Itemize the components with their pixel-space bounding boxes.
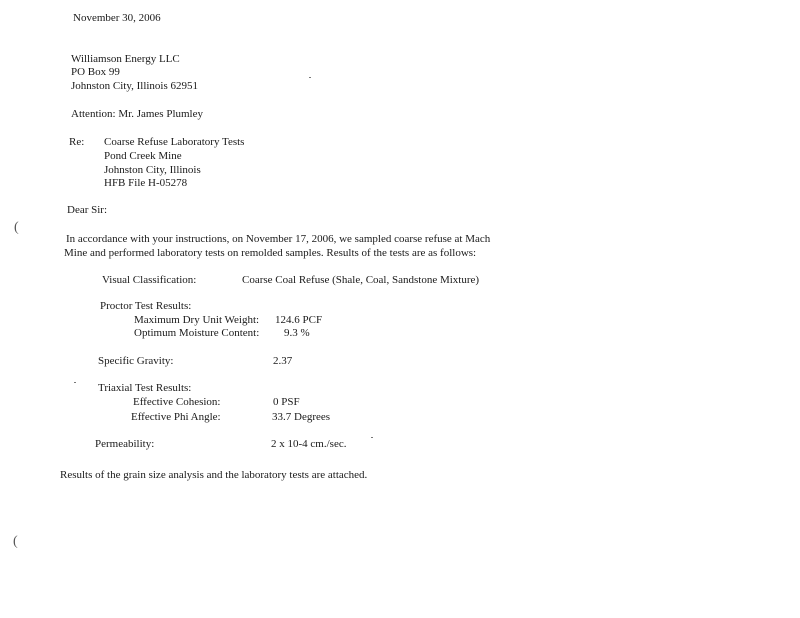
hole-punch-mark: ( bbox=[14, 220, 19, 235]
intro-line: In accordance with your instructions, on November 17, 2006, we sampled coarse refuse at Mach bbox=[66, 233, 491, 245]
salutation: Dear Sir: bbox=[67, 204, 108, 216]
permeability-label: Permeability: bbox=[95, 438, 155, 450]
hole-punch-mark: ( bbox=[13, 534, 18, 549]
re-line: Johnston City, Illinois bbox=[104, 164, 201, 176]
intro-line: Mine and performed laboratory tests on remolded samples. Results of the tests are as follows: bbox=[64, 247, 477, 259]
attention-line: Attention: Mr. James Plumley bbox=[71, 108, 203, 120]
triaxial-heading: Triaxial Test Results: bbox=[98, 382, 192, 394]
effective-phi-angle-label: Effective Phi Angle: bbox=[131, 411, 221, 423]
specific-gravity-value: 2.37 bbox=[273, 355, 293, 367]
visual-classification-value: Coarse Coal Refuse (Shale, Coal, Sandstone Mixture) bbox=[242, 274, 480, 286]
effective-cohesion-label: Effective Cohesion: bbox=[133, 396, 221, 408]
max-dry-unit-weight-value: 124.6 PCF bbox=[275, 314, 323, 326]
specific-gravity-label: Specific Gravity: bbox=[98, 355, 174, 367]
permeability-value: 2 x 10-4 cm./sec. bbox=[271, 438, 347, 450]
re-line: Pond Creek Mine bbox=[104, 150, 182, 162]
letter-date: November 30, 2006 bbox=[73, 12, 161, 24]
effective-cohesion-value: 0 PSF bbox=[273, 396, 300, 408]
visual-classification-label: Visual Classification: bbox=[102, 274, 197, 286]
re-line: Coarse Refuse Laboratory Tests bbox=[104, 136, 245, 148]
re-line: HFB File H-05278 bbox=[104, 177, 188, 189]
recipient-company: Williamson Energy LLC bbox=[71, 53, 180, 65]
re-label: Re: bbox=[69, 136, 85, 148]
closing-line: Results of the grain size analysis and the laboratory tests are attached. bbox=[60, 469, 368, 481]
recipient-po-box: PO Box 99 bbox=[71, 66, 120, 78]
optimum-moisture-value: 9.3 % bbox=[284, 327, 310, 339]
max-dry-unit-weight-label: Maximum Dry Unit Weight: bbox=[134, 314, 260, 326]
scan-speck bbox=[74, 382, 76, 383]
proctor-heading: Proctor Test Results: bbox=[100, 300, 192, 312]
recipient-city-state-zip: Johnston City, Illinois 62951 bbox=[71, 80, 199, 92]
effective-phi-angle-value: 33.7 Degrees bbox=[272, 411, 331, 423]
optimum-moisture-label: Optimum Moisture Content: bbox=[134, 327, 260, 339]
scan-speck bbox=[309, 77, 311, 78]
scan-speck bbox=[371, 437, 373, 438]
